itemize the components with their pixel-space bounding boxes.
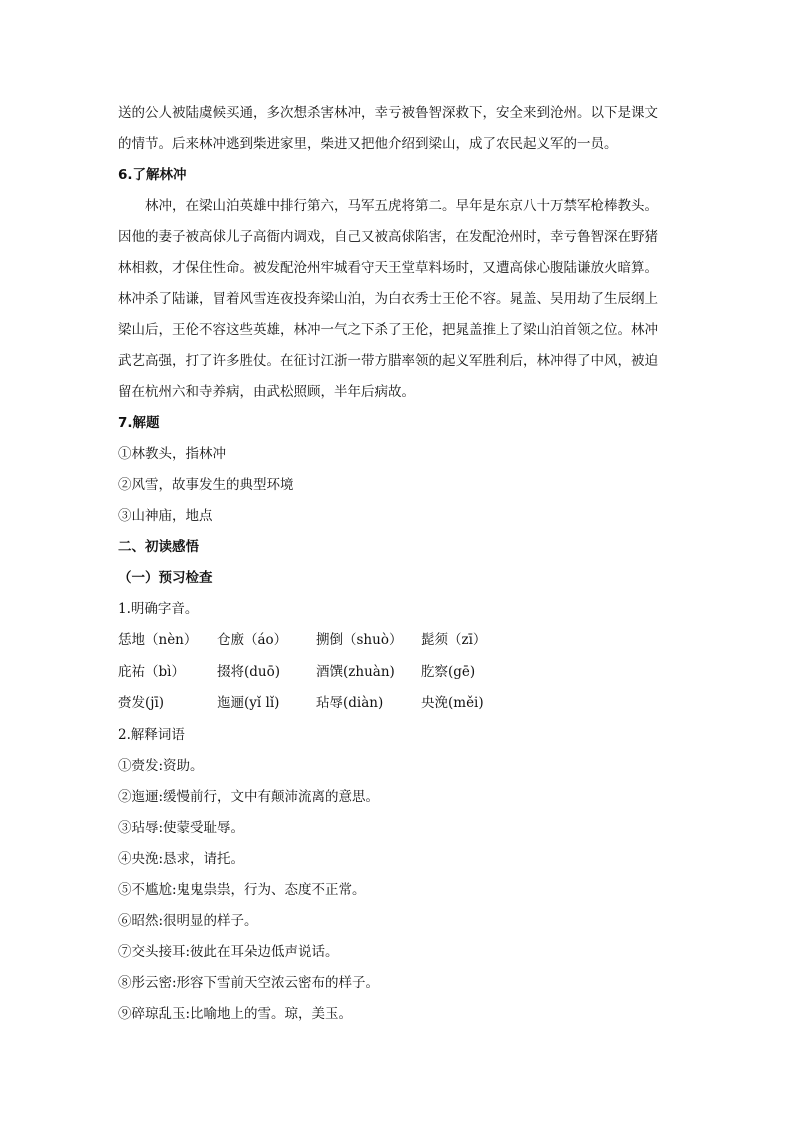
definition-item: ③玷辱:使蒙受耻辱。 bbox=[118, 819, 245, 836]
vocab-item: 仓廒（áo） bbox=[217, 632, 288, 648]
question-label: 1.明确字音。 bbox=[118, 601, 199, 617]
paragraph-line: 的情节。后来林冲逃到柴进家里，柴进又把他介绍到梁山，成了农民起义军的一员。 bbox=[118, 136, 618, 152]
paragraph-line: 梁山后，王伦不容这些英雄，林冲一气之下杀了王伦，把晁盖推上了梁山泊首领之位。林冲 bbox=[118, 322, 658, 338]
paragraph-line: 林冲杀了陆谦，冒着风雪连夜投奔梁山泊，为白衣秀士王伦不容。晁盖、吴用劫了生辰纲上 bbox=[118, 291, 658, 307]
paragraph-line: 留在杭州六和寺养病，由武松照顾，半年后病故。 bbox=[118, 384, 415, 400]
vocab-row bbox=[118, 657, 680, 689]
vocab-item: 赍发(jī) bbox=[118, 695, 165, 711]
vocab-row bbox=[118, 625, 680, 657]
list-item: ③山神庙，地点 bbox=[118, 508, 213, 524]
vocab-item: 搠倒（shuò） bbox=[316, 632, 403, 648]
vocab-item: 酒馔(zhuàn) bbox=[316, 663, 395, 680]
vocab-item: 庇祐（bì） bbox=[118, 663, 185, 680]
paragraph-line: 林相救，才保住性命。被发配沧州牢城看守天王堂草料场时，又遭高俅心腹陆谦放火暗算。 bbox=[118, 260, 658, 276]
definition-item: ④央浼:恳求，请托。 bbox=[118, 850, 245, 867]
definition-item: ①赍发:资助。 bbox=[118, 757, 204, 774]
vocab-item: 肐察(gē) bbox=[421, 663, 476, 680]
document-body bbox=[118, 98, 680, 1030]
vocab-item: 央浼(měi) bbox=[421, 695, 484, 711]
vocab-item: 玷辱(diàn) bbox=[316, 695, 384, 711]
definition-item: ⑧彤云密:形容下雪前天空浓云密布的样子。 bbox=[118, 974, 380, 991]
definition-item: ⑥昭然:很明显的样子。 bbox=[118, 912, 258, 929]
vocab-row bbox=[118, 688, 680, 720]
paragraph-line: 送的公人被陆虞候买通，多次想杀害林冲，幸亏被鲁智深救下，安全来到沧州。以下是课文 bbox=[118, 105, 658, 121]
vocab-item: 髭须（zī） bbox=[421, 632, 487, 648]
section-heading: 7.解题 bbox=[118, 415, 160, 431]
question-label: 2.解释词语 bbox=[118, 726, 185, 743]
paragraph-line: 林冲，在梁山泊英雄中排行第六，马军五虎将第二。早年是东京八十万禁军枪棒教头。 bbox=[145, 198, 658, 214]
vocab-item: 掇将(duō) bbox=[217, 663, 280, 680]
section-heading: 6.了解林冲 bbox=[118, 167, 187, 183]
vocab-item: 恁地（nèn） bbox=[118, 632, 198, 648]
paragraph-line: 因他的妻子被高俅儿子高衙内调戏，自己又被高俅陷害，在发配沧州时，幸亏鲁智深在野猪 bbox=[118, 229, 658, 245]
definition-item: ②迤逦:缓慢前行，文中有颠沛流离的意思。 bbox=[118, 788, 380, 805]
list-item: ①林教头，指林冲 bbox=[118, 446, 226, 462]
definition-item: ⑨碎琼乱玉:比喻地上的雪。琼，美玉。 bbox=[118, 1005, 353, 1022]
paragraph-line: 武艺高强，打了许多胜仗。在征讨江浙一带方腊率领的起义军胜利后，林冲得了中风，被迫 bbox=[118, 353, 658, 369]
definition-item: ⑤不尴尬:鬼鬼祟祟，行为、态度不正常。 bbox=[118, 881, 366, 898]
vocab-item: 迤逦(yǐ lǐ) bbox=[217, 695, 280, 711]
part-heading: 二、初读感悟 bbox=[118, 539, 199, 555]
subsection-heading: （一）预习检查 bbox=[118, 570, 213, 586]
list-item: ②风雪，故事发生的典型环境 bbox=[118, 477, 294, 493]
definition-item: ⑦交头接耳:彼此在耳朵边低声说话。 bbox=[118, 943, 339, 960]
